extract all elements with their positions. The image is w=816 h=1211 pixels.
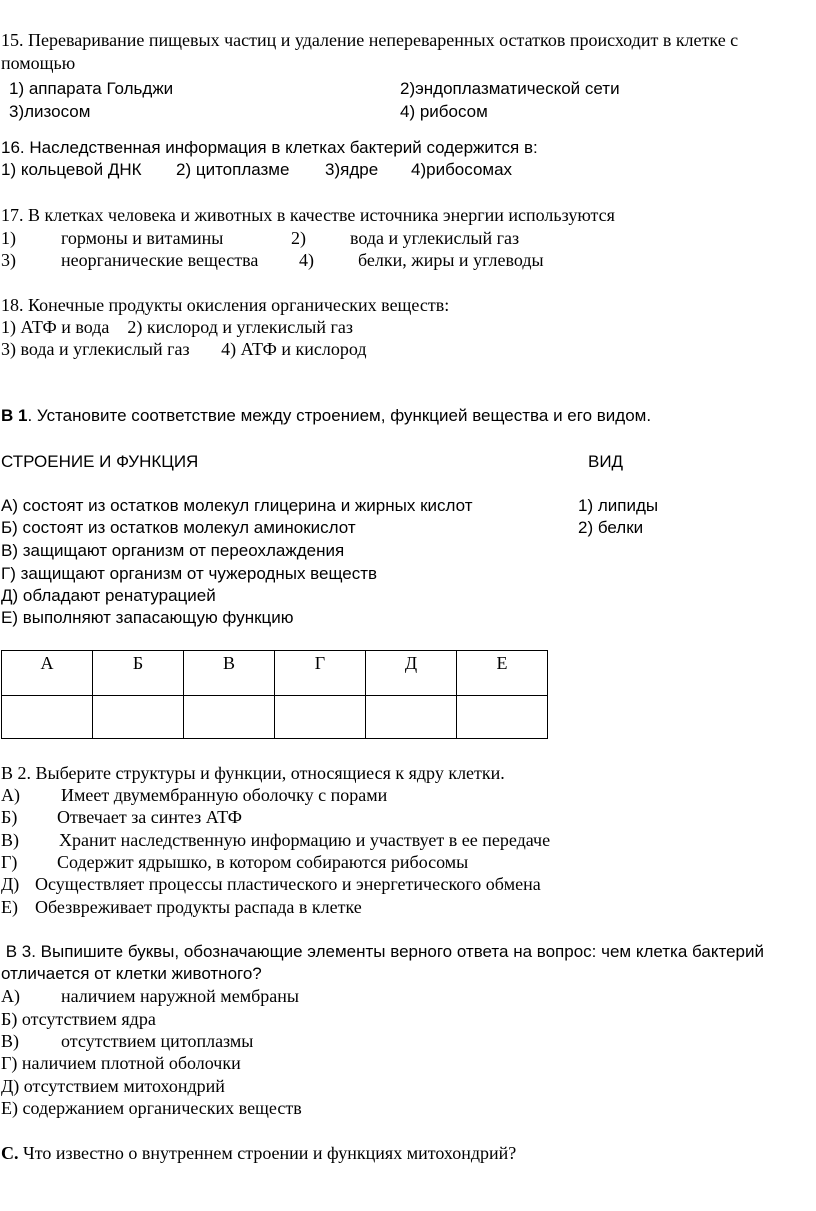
b1-kind-2: 2) белки	[578, 518, 644, 537]
b1-answer-table	[1, 650, 548, 739]
b1-item-g: Г) защищают организм от чужеродных веществ	[1, 564, 378, 583]
answer-table-header-row	[2, 651, 548, 696]
q18-options-row2: 3) вода и углекислый газ 4) АТФ и кислород	[1, 339, 367, 359]
q18-options-row1: 1) АТФ и вода 2) кислород и углекислый газ	[1, 317, 353, 337]
b3-letter-a: А)	[1, 986, 20, 1006]
b2-letter-a: А)	[1, 785, 20, 805]
q15-text-line1: 15. Переваривание пищевых частиц и удаление непереваренных остатков происходит в клетке с	[1, 30, 739, 50]
q17-num-1: 1)	[1, 228, 16, 248]
q17-option-3: неорганические вещества	[61, 250, 259, 270]
b3-item-d: Д) отсутствием митохондрий	[1, 1076, 225, 1096]
q16-option-3: 3)ядре	[325, 160, 379, 179]
b2-letter-b: Б)	[1, 807, 18, 827]
b1-item-d: Д) обладают ренатурацией	[1, 586, 216, 605]
c-label: С.	[1, 1143, 19, 1163]
q18-text: 18. Конечные продукты окисления органических веществ:	[1, 295, 450, 315]
b2-letter-g: Г)	[1, 852, 18, 872]
b3-text-line1: В 3. Выпишите буквы, обозначающие элементы верного ответа на вопрос: чем клетка бактерий	[1, 942, 764, 961]
q15-option-3: 3)лизосом	[9, 102, 91, 121]
answer-header-b: Б	[93, 651, 184, 696]
q15-text-line2: помощью	[1, 53, 76, 73]
q16-option-2: 2) цитоплазме	[176, 160, 290, 179]
b2-item-g: Содержит ядрышко, в котором собираются рибосомы	[57, 852, 469, 872]
b1-text: . Установите соответствие между строением, функцией вещества и его видом.	[27, 406, 652, 425]
q15-option-4: 4) рибосом	[400, 102, 488, 121]
answer-header-a: А	[2, 651, 93, 696]
answer-cell-e[interactable]	[457, 696, 548, 739]
answer-cell-d[interactable]	[366, 696, 457, 739]
b2-letter-d: Д)	[1, 874, 20, 894]
b2-text: В 2. Выберите структуры и функции, относящиеся к ядру клетки.	[1, 763, 505, 783]
b1-item-b: Б) состоят из остатков молекул аминокислот	[1, 518, 356, 537]
b2-item-e: Обезвреживает продукты распада в клетке	[35, 897, 362, 917]
q17-text: 17. В клетках человека и животных в качестве источника энергии используются	[1, 205, 615, 225]
q17-option-4: белки, жиры и углеводы	[358, 250, 544, 270]
b2-item-d: Осуществляет процессы пластического и энергетического обмена	[35, 874, 541, 894]
b3-item-a: наличием наружной мембраны	[61, 986, 299, 1006]
answer-cell-g[interactable]	[275, 696, 366, 739]
answer-header-e: Е	[457, 651, 548, 696]
b2-item-b: Отвечает за синтез АТФ	[57, 807, 242, 827]
b1-title	[1, 405, 651, 427]
c-question	[1, 1142, 516, 1164]
b2-letter-v: В)	[1, 830, 19, 850]
answer-header-v: В	[184, 651, 275, 696]
q17-num-4: 4)	[299, 250, 314, 270]
q15-option-2: 2)эндоплазматической сети	[400, 79, 620, 98]
q17-option-2: вода и углекислый газ	[350, 228, 520, 248]
answer-table-input-row	[2, 696, 548, 739]
q17-num-2: 2)	[291, 228, 306, 248]
b3-text-line2: отличается от клетки животного?	[1, 964, 262, 983]
b3-item-b: Б) отсутствием ядра	[1, 1009, 156, 1029]
answer-cell-a[interactable]	[2, 696, 93, 739]
b2-item-v: Хранит наследственную информацию и участвует в ее передаче	[59, 830, 551, 850]
q16-option-1: 1) кольцевой ДНК	[1, 160, 142, 179]
answer-header-g: Г	[275, 651, 366, 696]
q16-text: 16. Наследственная информация в клетках бактерий содержится в:	[1, 138, 538, 157]
b1-item-a: А) состоят из остатков молекул глицерина и жирных кислот	[1, 496, 473, 515]
b1-label: В 1	[1, 406, 28, 425]
b3-item-g: Г) наличием плотной оболочки	[1, 1053, 241, 1073]
c-text: Что известно о внутреннем строении и функциях митохондрий?	[18, 1143, 517, 1163]
q15-option-1: 1) аппарата Гольджи	[9, 79, 174, 98]
answer-cell-v[interactable]	[184, 696, 275, 739]
b1-col-left-header: СТРОЕНИЕ И ФУНКЦИЯ	[1, 452, 199, 471]
b1-item-e: Е) выполняют запасающую функцию	[1, 608, 294, 627]
b1-col-right-header: ВИД	[588, 452, 624, 471]
q17-num-3: 3)	[1, 250, 16, 270]
answer-cell-b[interactable]	[93, 696, 184, 739]
q17-option-1: гормоны и витамины	[61, 228, 224, 248]
b2-item-a: Имеет двумембранную оболочку с порами	[61, 785, 388, 805]
b2-letter-e: Е)	[1, 897, 18, 917]
b1-item-v: В) защищают организм от переохлаждения	[1, 541, 345, 560]
b3-letter-v: В)	[1, 1031, 19, 1051]
b3-item-v: отсутствием цитоплазмы	[61, 1031, 254, 1051]
answer-header-d: Д	[366, 651, 457, 696]
b3-item-e: Е) содержанием органических веществ	[1, 1098, 302, 1118]
q16-option-4: 4)рибосомах	[411, 160, 513, 179]
b1-kind-1: 1) липиды	[578, 496, 659, 515]
